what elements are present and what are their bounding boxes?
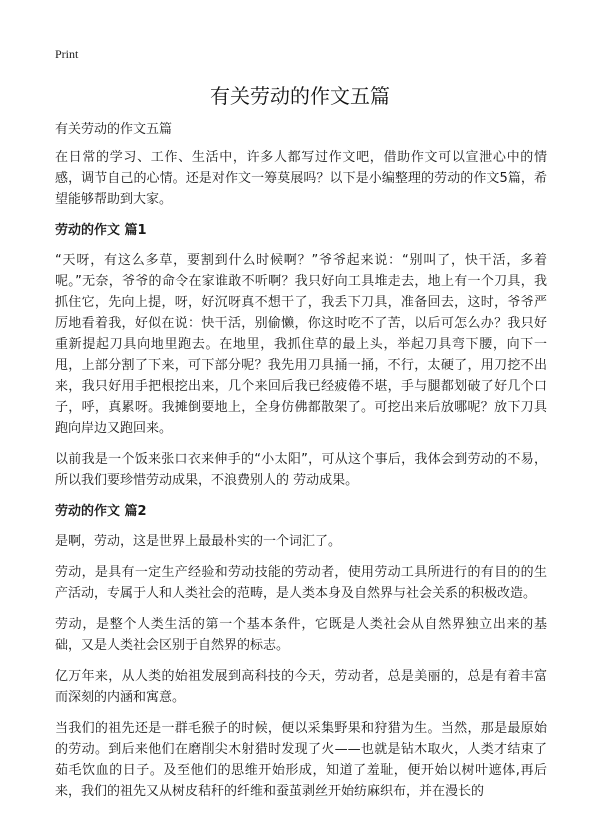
article-body xyxy=(55,119,547,812)
section-heading-2: 劳动的作文 篇2 xyxy=(55,504,147,519)
print-link[interactable]: Print xyxy=(55,47,79,61)
section-2-paragraph: 是啊，劳动，这是世界上最最朴实的一个词汇了。 xyxy=(55,534,342,549)
section-2-paragraph: 当我们的祖先还是一群毛猴子的时候，便以采集野果和狩猎为生。当然，那是最原始的劳动。到后来他们在磨削尖木射猎时发现了火——也就是钻木取火，人类才结束了茹毛饮血的日子。及至他们的思维开始形成，知道了羞耻，便开始以树叶遮体,再后来，我们的祖先又从树皮秸秆的纤维和蚕茧剥丝开始纺麻织布，并在漫长的 xyxy=(55,721,547,799)
section-1-paragraph: 以前我是一个饭来张口衣来伸手的“小太阳”，可从这个事后，我体会到劳动的不易，所以我们要珍惜劳动成果，不浪费别人的 劳动成果。 xyxy=(55,452,547,488)
section-2-paragraph: 劳动，是具有一定生产经验和劳动技能的劳动者，使用劳动工具所进行的有目的的生产活动，专属于人和人类社会的范畴，是人类本身及自然界与社会关系的积极改造。 xyxy=(55,565,547,601)
intro-paragraph: 在日常的学习、工作、生活中，许多人都写过作文吧，借助作文可以宣泄心中的情感，调节自己的心情。还是对作文一筹莫展吗？以下是小编整理的劳动的作文5篇，希望能够帮助到大家。 xyxy=(55,150,547,207)
section-2-paragraph: 亿万年来，从人类的始祖发展到高科技的今天，劳动者，总是美丽的，总是有着丰富而深刻的内涵和寓意。 xyxy=(55,669,547,705)
section-1-paragraph: “天呀，有这么多草，要割到什么时候啊？”爷爷起来说：“别叫了，快干活，多着呢。”无奈，爷爷的命令在家谁敢不听啊？我只好向工具堆走去，地上有一个刀具，我抓住它，先向上提，呀，好沉呀真不想干了，我丢下刀具，准备回去，这时，爷爷严厉地看着我，好似在说：快干活，别偷懒，你这时吃不了苦，以后可怎么办？我只好重新提起刀具向地里跑去。在地里，我抓住草的最上头，举起刀具弯下腰，向下一甩，上部分割了下来，可下部分呢？我先用刀具捅一捅，不行，太硬了，用刀挖不出来，我只好用手把根挖出来，几个来回后我已经疲倦不堪，手与腿都划破了好几个口子，呼，真累呀。我摊倒要地上，全身仿佛都散架了。可挖出来后放哪呢？放下刀具跑向岸边又跑回来。 xyxy=(55,253,547,436)
page-title: 有关劳动的作文五篇 xyxy=(210,84,390,108)
section-heading-1: 劳动的作文 篇1 xyxy=(55,223,147,238)
section-2-paragraph: 劳动，是整个人类生活的第一个基本条件，它既是人类社会从自然界独立出来的基础，又是人类社会区别于自然界的标志。 xyxy=(55,617,547,653)
article-subtitle: 有关劳动的作文五篇 xyxy=(55,122,173,137)
